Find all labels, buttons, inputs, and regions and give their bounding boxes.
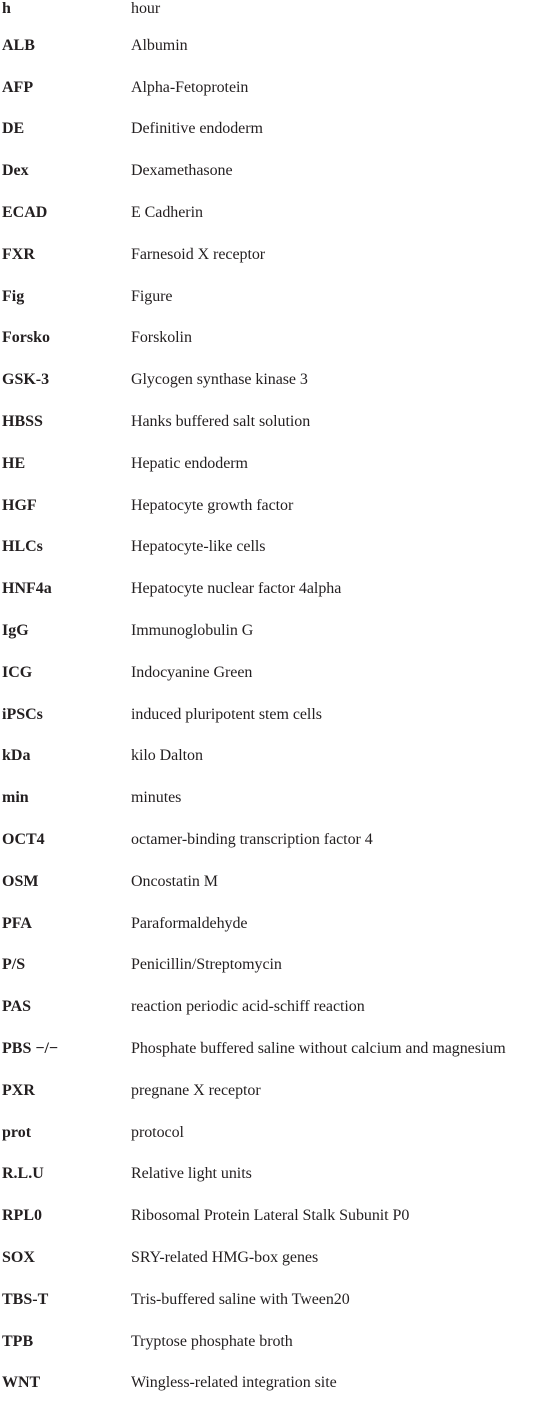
- abbreviation-definition: Paraformaldehyde: [131, 915, 558, 933]
- abbreviation-term: kDa: [0, 747, 131, 765]
- abbreviation-definition: protocol: [131, 1124, 558, 1142]
- abbreviation-term: min: [0, 789, 131, 807]
- abbreviation-term: Fig: [0, 288, 131, 306]
- abbreviation-row: [0, 1154, 558, 1196]
- abbreviation-row: [0, 318, 558, 360]
- abbreviation-row: [0, 736, 558, 778]
- abbreviation-term: ICG: [0, 664, 131, 682]
- abbreviation-definition: Relative light units: [131, 1165, 558, 1183]
- abbreviation-definition: Hepatocyte nuclear factor 4alpha: [131, 580, 558, 598]
- abbreviation-definition: kilo Dalton: [131, 747, 558, 765]
- abbreviation-definition: Tryptose phosphate broth: [131, 1333, 558, 1351]
- abbreviation-row: [0, 150, 558, 192]
- abbreviation-definition: E Cadherin: [131, 204, 558, 222]
- abbreviation-term: DE: [0, 120, 131, 138]
- abbreviation-definition: Hepatic endoderm: [131, 455, 558, 473]
- abbreviation-row: [0, 109, 558, 151]
- abbreviation-row: [0, 1028, 558, 1070]
- abbreviation-definition: Oncostatin M: [131, 873, 558, 891]
- abbreviation-term: OSM: [0, 873, 131, 891]
- abbreviation-term: PAS: [0, 998, 131, 1016]
- abbreviation-term: OCT4: [0, 831, 131, 849]
- abbreviation-term: FXR: [0, 246, 131, 264]
- abbreviation-row: [0, 1237, 558, 1279]
- abbreviation-term: RPL0: [0, 1207, 131, 1225]
- abbreviation-definition: Immunoglobulin G: [131, 622, 558, 640]
- abbreviation-term: IgG: [0, 622, 131, 640]
- abbreviation-definition: pregnane X receptor: [131, 1082, 558, 1100]
- abbreviation-term: SOX: [0, 1249, 131, 1267]
- abbreviation-definition: Figure: [131, 288, 558, 306]
- abbreviation-term: ECAD: [0, 204, 131, 222]
- abbreviation-definition: reaction periodic acid-schiff reaction: [131, 998, 558, 1016]
- abbreviation-definition: Hanks buffered salt solution: [131, 413, 558, 431]
- abbreviation-term: h: [0, 0, 131, 18]
- abbreviation-row: [0, 694, 558, 736]
- abbreviation-row: [0, 527, 558, 569]
- abbreviation-definition: Phosphate buffered saline without calcium and magnesium: [131, 1040, 558, 1058]
- abbreviation-definition: Forskolin: [131, 329, 558, 347]
- abbreviation-row: [0, 1070, 558, 1112]
- abbreviation-row: [0, 1321, 558, 1363]
- abbreviation-definition: Farnesoid X receptor: [131, 246, 558, 264]
- abbreviation-term: Dex: [0, 162, 131, 180]
- abbreviation-row: [0, 1363, 558, 1404]
- abbreviation-definition: SRY-related HMG-box genes: [131, 1249, 558, 1267]
- abbreviation-row: [0, 903, 558, 945]
- abbreviation-term: PBS −/−: [0, 1040, 131, 1058]
- abbreviation-definition: Wingless-related integration site: [131, 1374, 558, 1392]
- abbreviation-definition: hour: [131, 0, 558, 18]
- abbreviation-row: [0, 652, 558, 694]
- abbreviation-definition: Hepatocyte-like cells: [131, 538, 558, 556]
- abbreviation-term: HE: [0, 455, 131, 473]
- abbreviation-row: [0, 861, 558, 903]
- abbreviation-definition: octamer-binding transcription factor 4: [131, 831, 558, 849]
- abbreviation-definition: Alpha-Fetoprotein: [131, 79, 558, 97]
- abbreviation-row: [0, 777, 558, 819]
- abbreviation-row: [0, 401, 558, 443]
- abbreviation-definition: minutes: [131, 789, 558, 807]
- abbreviation-row: [0, 1195, 558, 1237]
- abbreviation-term: HNF4a: [0, 580, 131, 598]
- abbreviation-definition: Ribosomal Protein Lateral Stalk Subunit P0: [131, 1207, 558, 1225]
- abbreviation-term: HBSS: [0, 413, 131, 431]
- abbreviation-term: PXR: [0, 1082, 131, 1100]
- abbreviation-term: P/S: [0, 956, 131, 974]
- abbreviation-term: prot: [0, 1124, 131, 1142]
- abbreviation-term: GSK-3: [0, 371, 131, 389]
- abbreviation-definition: Dexamethasone: [131, 162, 558, 180]
- abbreviation-row: [0, 359, 558, 401]
- abbreviation-row: [0, 276, 558, 318]
- abbreviation-definition: Penicillin/Streptomycin: [131, 956, 558, 974]
- abbreviation-row: [0, 67, 558, 109]
- abbreviation-definition: Definitive endoderm: [131, 120, 558, 138]
- abbreviation-term: HGF: [0, 497, 131, 515]
- abbreviation-definition: Hepatocyte growth factor: [131, 497, 558, 515]
- abbreviation-term: TPB: [0, 1333, 131, 1351]
- abbreviation-row: [0, 986, 558, 1028]
- abbreviation-term: R.L.U: [0, 1165, 131, 1183]
- abbreviation-row: [0, 192, 558, 234]
- abbreviation-term: PFA: [0, 915, 131, 933]
- abbreviation-term: iPSCs: [0, 706, 131, 724]
- abbreviation-row: [0, 568, 558, 610]
- abbreviation-row: [0, 443, 558, 485]
- abbreviation-row: [0, 485, 558, 527]
- abbreviation-row: [0, 0, 558, 25]
- abbreviation-row: [0, 234, 558, 276]
- abbreviation-row: [0, 610, 558, 652]
- abbreviation-definition: Tris-buffered saline with Tween20: [131, 1291, 558, 1309]
- abbreviation-term: WNT: [0, 1374, 131, 1392]
- abbreviation-row: [0, 1112, 558, 1154]
- abbreviation-row: [0, 945, 558, 987]
- abbreviation-term: Forsko: [0, 329, 131, 347]
- abbreviation-term: ALB: [0, 37, 131, 55]
- abbreviation-definition: induced pluripotent stem cells: [131, 706, 558, 724]
- abbreviation-definition: Indocyanine Green: [131, 664, 558, 682]
- abbreviation-row: [0, 25, 558, 67]
- abbreviation-definition: Glycogen synthase kinase 3: [131, 371, 558, 389]
- abbreviation-definition: Albumin: [131, 37, 558, 55]
- abbreviation-term: AFP: [0, 79, 131, 97]
- abbreviation-row: [0, 1279, 558, 1321]
- abbreviation-term: HLCs: [0, 538, 131, 556]
- abbreviation-term: TBS-T: [0, 1291, 131, 1309]
- abbreviation-row: [0, 819, 558, 861]
